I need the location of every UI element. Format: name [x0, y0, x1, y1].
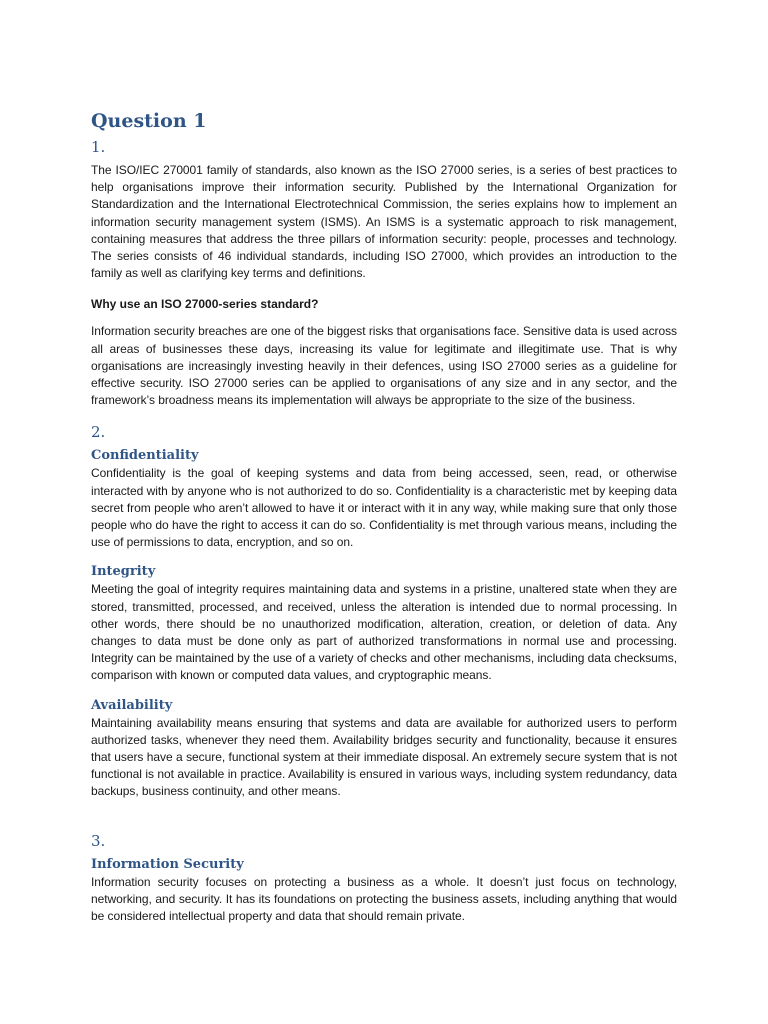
section-2-number: 2.	[91, 423, 106, 442]
availability-text: Maintaining availability means ensuring that systems and data are available for authorized users to perform authorized tasks, whenever they need them. Availability bridges security and functionality, because it ensures that users have a secure, functional system at their immediate disposal. An extremely secure system that is not functional is not available in practice. Availability is ensured in various ways, including system redundancy, data backups, business continuity, and other means.	[91, 715, 677, 799]
document-title: Question 1	[91, 110, 207, 132]
integrity-text: Meeting the goal of integrity requires maintaining data and systems in a pristine, unaltered state when they are stored, transmitted, processed, and received, unless the alteration is intended due to normal processing. In other words, there should be no unauthorized modification, alteration, creation, or deletion of data. Any changes to data must be done only as part of authorized transformations in normal use and processing. Integrity can be maintained by the use of a variety of checks and other mechanisms, including data checksums, comparison with known or computed data values, and cryptographic means.	[91, 582, 677, 683]
section-1-intro: The ISO/IEC 270001 family of standards, also known as the ISO 27000 series, is a series of best practices to help organisations improve their information security. Published by the International Organization for Standardization and the International Electrotechnical Commission, the series explains how to implement an information security management system (ISMS). An ISMS is a systematic approach to risk management, containing measures that address the three pillars of information security: people, processes and technology. The series consists of 46 individual standards, including ISO 27000, which provides an introduction to the family as well as clarifying key terms and definitions.	[91, 163, 677, 281]
section-1-number: 1.	[91, 138, 106, 156]
integrity-heading: Integrity	[91, 564, 156, 580]
availability-heading: Availability	[91, 697, 173, 713]
section-3-number: 3.	[91, 831, 106, 850]
information-security-text: Information security focuses on protecting a business as a whole. It doesn’t just focus on technology, networking, and security. It has its foundations on protecting the business assets, including anything that would be considered intellectual property and data that should remain private.	[91, 874, 677, 924]
confidentiality-text: Confidentiality is the goal of keeping systems and data from being accessed, seen, read, or otherwise interacted with by anyone who is not authorized to do so. Confidentiality is a characteristic met by keeping data secret from people who aren’t allowed to have it or interact with it in any way, while making sure that only those people who do have the right to access it can do so. Confidentiality is met through various means, including the use of permissions to data, encryption, and so on.	[91, 466, 677, 550]
document-page	[91, 108, 677, 925]
confidentiality-heading: Confidentiality	[91, 448, 199, 464]
section-1-answer: Information security breaches are one of the biggest risks that organisations face. Sensitive data is used across all areas of businesses these days, increasing its value for legitimate and illegitimate use. That is why organisations are increasingly investing heavily in their defences, using ISO 27000 series as a guideline for effective security. ISO 27000 series can be applied to organisations of any size and in any sector, and the framework’s broadness means its implementation will always be appropriate to the size of the business.	[91, 324, 677, 408]
information-security-heading: Information Security	[91, 856, 244, 872]
section-1-question: Why use an ISO 27000-series standard?	[91, 297, 319, 312]
